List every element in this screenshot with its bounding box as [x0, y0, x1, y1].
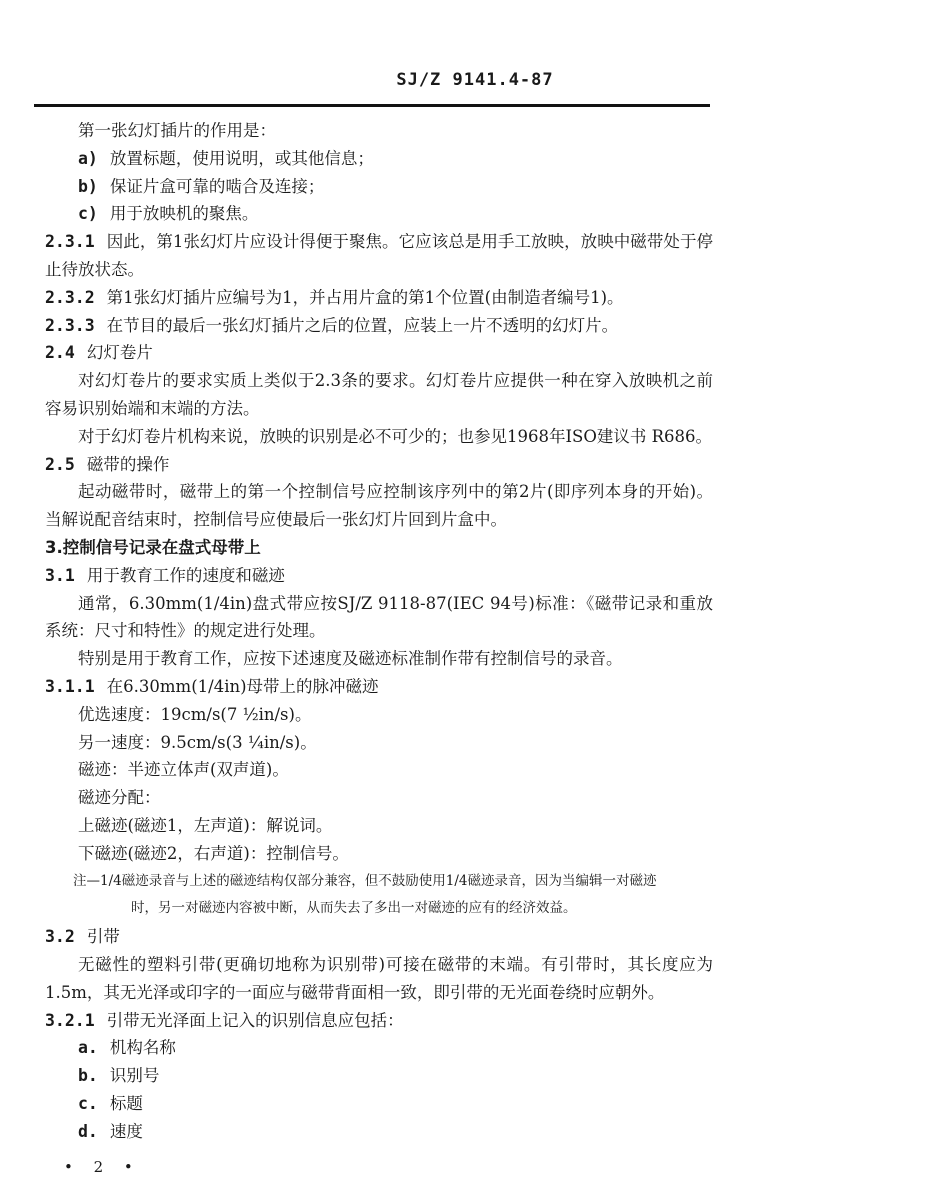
- text-line: [45, 729, 713, 757]
- numbered-line: [45, 228, 713, 256]
- clause-number: 3.1.1: [45, 676, 95, 696]
- text-line: [45, 868, 713, 896]
- text-line: [45, 784, 713, 812]
- text-line: [45, 423, 713, 451]
- numbered-line: [45, 145, 713, 173]
- document-code-header: SJ/Z 9141.4-87: [396, 70, 554, 90]
- line-text: 通常，6.30mm(1/4in)盘式带应按SJ/Z 9118-87(IEC 94号)标准：《磁带记录和重放: [78, 593, 713, 613]
- numbered-line: [45, 673, 713, 701]
- text-line: [45, 701, 713, 729]
- numbered-line: [45, 562, 713, 590]
- clause-number: 3.2: [45, 927, 75, 947]
- text-line: [45, 367, 713, 395]
- line-text: 止待放状态。: [45, 259, 144, 279]
- line-text: 因此，第1张幻灯片应设计得便于聚焦。它应该总是用手工放映，放映中磁带处于停: [106, 232, 713, 252]
- numbered-line: [45, 200, 713, 228]
- line-text: 引带无光泽面上记入的识别信息应包括：: [106, 1010, 404, 1030]
- numbered-line: [45, 923, 713, 951]
- line-text: 识别号: [109, 1066, 160, 1086]
- numbered-line: [45, 1007, 713, 1035]
- clause-number: d.: [78, 1121, 98, 1141]
- line-text: 保证片盒可靠的啮合及连接；: [109, 176, 325, 196]
- line-text: 无磁性的塑料引带(更确切地称为识别带)可接在磁带的末端。有引带时，其长度应为: [78, 954, 713, 974]
- text-line: [45, 951, 713, 979]
- line-text: 当解说配音结束时，控制信号应使最后一张幻灯片回到片盒中。: [45, 510, 507, 530]
- clause-number: 2.4: [45, 343, 75, 363]
- clause-number: a.: [78, 1038, 98, 1058]
- text-line: [45, 812, 713, 840]
- line-text: 机构名称: [109, 1038, 176, 1058]
- clause-number: 2.3.3: [45, 315, 95, 335]
- clause-number: c): [78, 204, 98, 224]
- text-line: [45, 256, 713, 284]
- line-text: 磁带的操作: [86, 454, 170, 474]
- line-text: 在6.30mm(1/4in)母带上的脉冲磁迹: [106, 676, 379, 696]
- line-text: 时，另一对磁迹内容被中断，从而失去了多出一对磁迹的应有的经济效益。: [131, 900, 577, 917]
- line-text: 下磁迹(磁迹2，右声道)：控制信号。: [78, 843, 349, 863]
- text-line: [45, 506, 713, 534]
- line-text: 磁迹：半迹立体声(双声道)。: [78, 760, 289, 780]
- line-text: 另一速度：9.5cm/s(3 ¼in/s)。: [78, 732, 317, 752]
- clause-number: b.: [78, 1066, 98, 1086]
- clause-number: 3.1: [45, 565, 75, 585]
- line-text: 第一张幻灯插片的作用是：: [78, 121, 276, 140]
- text-line: [45, 117, 713, 145]
- text-line: [45, 645, 713, 673]
- numbered-line: [45, 1090, 713, 1118]
- text-line: [45, 979, 713, 1007]
- numbered-line: [45, 339, 713, 367]
- line-text: 速度: [109, 1121, 143, 1141]
- line-text: 磁迹分配：: [78, 788, 161, 808]
- text-line: [45, 840, 713, 868]
- line-text: 放置标题，使用说明，或其他信息；: [109, 148, 374, 168]
- line-text: 起动磁带时，磁带上的第一个控制信号应控制该序列中的第2片(即序列本身的开始)。: [78, 482, 713, 502]
- text-line: [45, 534, 713, 562]
- text-line: [45, 617, 713, 645]
- numbered-line: [45, 451, 713, 479]
- text-line: [45, 756, 713, 784]
- numbered-line: [45, 1062, 713, 1090]
- page-number: • 2 •: [64, 1158, 141, 1176]
- line-text: 特别是用于教育工作，应按下述速度及磁迹标准制作带有控制信号的录音。: [78, 649, 623, 669]
- numbered-line: [45, 284, 713, 312]
- line-text: 容易识别始端和末端的方法。: [45, 398, 260, 418]
- clause-number: 2.3.2: [45, 287, 95, 307]
- line-text: 引带: [86, 927, 120, 947]
- clause-number: 3.2.1: [45, 1010, 95, 1030]
- numbered-line: [45, 1034, 713, 1062]
- line-text: 优选速度：19cm/s(7 ½in/s)。: [78, 704, 312, 724]
- document-body: [45, 117, 713, 1145]
- line-text: 幻灯卷片: [86, 343, 153, 363]
- numbered-line: [45, 312, 713, 340]
- clause-number: 2.3.1: [45, 232, 95, 252]
- clause-number: b): [78, 176, 98, 196]
- numbered-line: [45, 173, 713, 201]
- line-text: 上磁迹(磁迹1，左声道)：解说词。: [78, 815, 333, 835]
- line-text: 对于幻灯卷片机构来说，放映的识别是必不可少的；也参见1968年ISO建议书 R686。: [78, 426, 713, 446]
- line-text: 注—1/4磁迹录音与上述的磁迹结构仅部分兼容，但不鼓励使用1/4磁迹录音，因为当编辑一对磁迹: [73, 872, 657, 889]
- line-text: 3.控制信号记录在盘式母带上: [45, 537, 261, 557]
- line-text: 系统：尺寸和特性》的规定进行处理。: [45, 621, 326, 641]
- text-line: [45, 895, 713, 923]
- line-text: 标题: [109, 1093, 143, 1113]
- text-line: [45, 395, 713, 423]
- clause-number: 2.5: [45, 454, 75, 474]
- line-text: 对幻灯卷片的要求实质上类似于2.3条的要求。幻灯卷片应提供一种在穿入放映机之前: [78, 371, 713, 391]
- text-line: [45, 478, 713, 506]
- line-text: 1.5m，其无光泽或印字的一面应与磁带背面相一致，即引带的无光面卷绕时应朝外。: [45, 982, 665, 1002]
- text-line: [45, 590, 713, 618]
- clause-number: a): [78, 148, 98, 168]
- line-text: 第1张幻灯插片应编号为1，并占用片盒的第1个位置(由制造者编号1)。: [106, 287, 624, 307]
- clause-number: c.: [78, 1093, 98, 1113]
- line-text: 在节目的最后一张幻灯插片之后的位置，应装上一片不透明的幻灯片。: [106, 315, 619, 335]
- line-text: 用于教育工作的速度和磁迹: [86, 565, 285, 585]
- header-rule: [34, 104, 710, 107]
- numbered-line: [45, 1118, 713, 1146]
- line-text: 用于放映机的聚焦。: [109, 204, 259, 224]
